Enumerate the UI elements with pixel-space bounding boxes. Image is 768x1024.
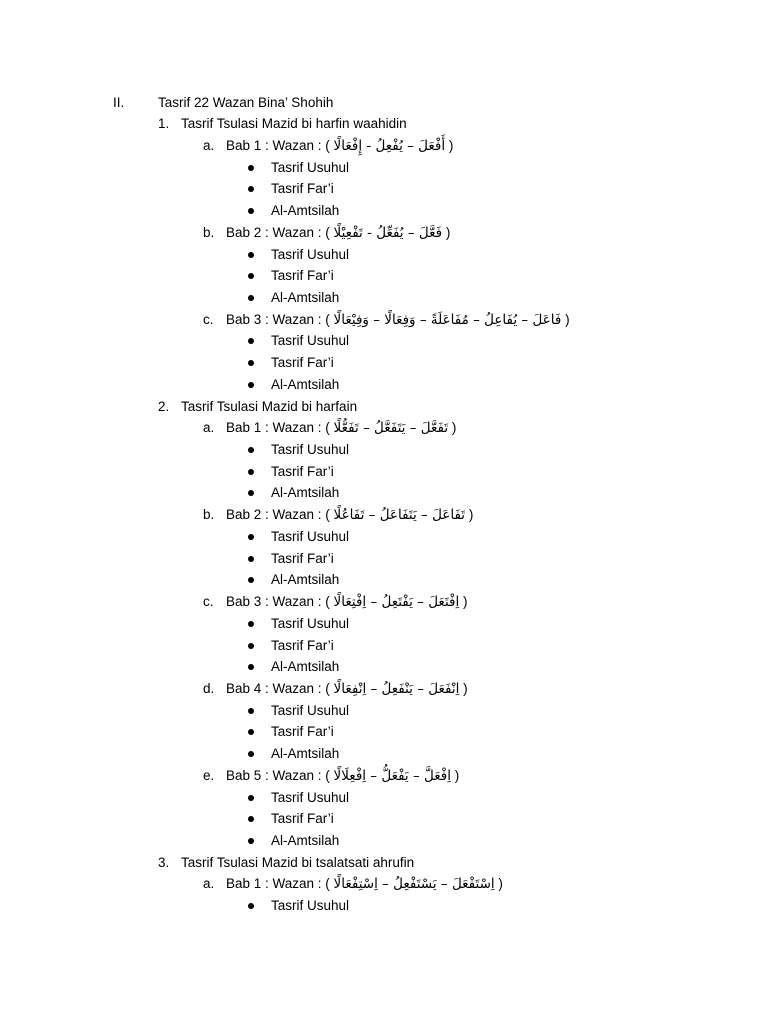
bab-prefix: Bab 2 : Wazan : ( bbox=[226, 507, 334, 523]
bullet-text: Tasrif Far’i bbox=[271, 550, 334, 566]
bullet-dot-icon bbox=[248, 816, 254, 822]
bullet-dot-icon bbox=[248, 165, 254, 171]
bab-wazan bbox=[226, 591, 467, 614]
bullet-text: Al-Amtsilah bbox=[271, 485, 340, 501]
arabic-wazan: تَفَاعَلَ – يَتَفَاعَلُ – تَفَاعُلًا bbox=[333, 507, 466, 524]
bab-wazan bbox=[226, 504, 473, 527]
bullet-dot-icon bbox=[248, 382, 254, 388]
bullet-dot-icon bbox=[248, 186, 254, 192]
arabic-wazan: اِفْتَعَلَ – يَفْتَعِلُ – اِفْتِعَالًا bbox=[333, 594, 460, 611]
bab-suffix: ) bbox=[465, 507, 474, 523]
bullet-dot-icon bbox=[248, 252, 254, 258]
bullet-text: Tasrif Far’i bbox=[271, 355, 334, 371]
heading-title: Tasrif 22 Wazan Bina’ Shohih bbox=[158, 94, 334, 110]
bullet-dot-icon bbox=[248, 903, 254, 909]
arabic-wazan: اِنْفَعَلَ – يَنْفَعِلُ – اِنْفِعَالًا bbox=[333, 680, 460, 697]
arabic-wazan: اِفْعَلَّ – يَفْعَلُّ – اِفْعِلَالًا bbox=[333, 767, 451, 784]
bab-suffix: ) bbox=[561, 311, 570, 327]
bab-letter: c. bbox=[203, 594, 214, 610]
arabic-wazan: فَعَّلَ – يُفَعِّلُ - تَفْعِيْلًا bbox=[333, 224, 443, 241]
bab-letter: b. bbox=[203, 507, 215, 523]
bab-wazan bbox=[226, 765, 459, 788]
bullet-text: Tasrif Far’i bbox=[271, 268, 334, 284]
bab-suffix: ) bbox=[442, 224, 451, 240]
bab-prefix: Bab 1 : Wazan : ( bbox=[226, 420, 334, 436]
bullet-text: Al-Amtsilah bbox=[271, 289, 340, 305]
bab-suffix: ) bbox=[459, 594, 468, 610]
bullet-dot-icon bbox=[248, 273, 254, 279]
bullet-dot-icon bbox=[248, 643, 254, 649]
bab-prefix: Bab 1 : Wazan : ( bbox=[226, 876, 334, 892]
item-number: 3. bbox=[158, 854, 170, 870]
bab-letter: a. bbox=[203, 420, 215, 436]
bab-letter: e. bbox=[203, 767, 215, 783]
bab-wazan bbox=[226, 873, 503, 896]
bullet-dot-icon bbox=[248, 838, 254, 844]
bullet-text: Al-Amtsilah bbox=[271, 746, 340, 762]
bullet-text: Tasrif Usuhul bbox=[271, 333, 350, 349]
bullet-dot-icon bbox=[248, 490, 254, 496]
bab-letter: a. bbox=[203, 876, 215, 892]
bullet-text: Tasrif Usuhul bbox=[271, 615, 350, 631]
bab-wazan bbox=[226, 309, 570, 332]
bab-letter: b. bbox=[203, 224, 215, 240]
bab-prefix: Bab 4 : Wazan : ( bbox=[226, 680, 334, 696]
item-number: 1. bbox=[158, 116, 170, 132]
bullet-text: Tasrif Usuhul bbox=[271, 789, 350, 805]
bab-wazan bbox=[226, 678, 468, 701]
bab-suffix: ) bbox=[445, 137, 454, 153]
bullet-text: Tasrif Far’i bbox=[271, 724, 334, 740]
roman-numeral: II. bbox=[113, 94, 125, 110]
bab-suffix: ) bbox=[459, 680, 468, 696]
bab-prefix: Bab 2 : Wazan : ( bbox=[226, 224, 334, 240]
bullet-text: Al-Amtsilah bbox=[271, 832, 340, 848]
bab-wazan bbox=[226, 135, 453, 158]
item-title: Tasrif Tsulasi Mazid bi harfain bbox=[181, 398, 358, 414]
bullet-dot-icon bbox=[248, 729, 254, 735]
bullet-text: Tasrif Usuhul bbox=[271, 442, 350, 458]
bullet-dot-icon bbox=[248, 795, 254, 801]
bab-letter: d. bbox=[203, 680, 215, 696]
arabic-wazan: تَفَعَّلَ – يَتَفَعَّلُ – تَفَعُّلًا bbox=[333, 420, 449, 437]
item-number: 2. bbox=[158, 398, 170, 414]
bullet-dot-icon bbox=[248, 577, 254, 583]
bullet-dot-icon bbox=[248, 556, 254, 562]
bullet-dot-icon bbox=[248, 621, 254, 627]
bab-suffix: ) bbox=[494, 876, 503, 892]
bab-wazan bbox=[226, 417, 456, 440]
bullet-dot-icon bbox=[248, 708, 254, 714]
bullet-dot-icon bbox=[248, 664, 254, 670]
bullet-text: Al-Amtsilah bbox=[271, 203, 340, 219]
bab-suffix: ) bbox=[450, 767, 460, 783]
bullet-text: Tasrif Usuhul bbox=[271, 702, 350, 718]
bullet-dot-icon bbox=[248, 751, 254, 757]
bullet-text: Tasrif Far’i bbox=[271, 637, 334, 653]
item-title: Tasrif Tsulasi Mazid bi harfin waahidin bbox=[181, 116, 407, 132]
bullet-text: Tasrif Usuhul bbox=[271, 528, 350, 544]
arabic-wazan: اِسْتَفْعَلَ – يَسْتَفْعِلُ – اِسْتِفْعَالًا bbox=[333, 876, 495, 893]
bab-letter: c. bbox=[203, 311, 214, 327]
arabic-wazan: أَفْعَلَ – يُفْعِلُ - إِفْعَالًا bbox=[333, 137, 446, 154]
bab-prefix: Bab 1 : Wazan : ( bbox=[226, 137, 334, 153]
bullet-text: Tasrif Far’i bbox=[271, 463, 334, 479]
bab-prefix: Bab 5 : Wazan : ( bbox=[226, 767, 334, 783]
bab-letter: a. bbox=[203, 137, 215, 153]
item-title: Tasrif Tsulasi Mazid bi tsalatsati ahrufin bbox=[181, 854, 415, 870]
bullet-text: Tasrif Usuhul bbox=[271, 898, 350, 914]
bullet-dot-icon bbox=[248, 534, 254, 540]
bullet-dot-icon bbox=[248, 295, 254, 301]
bab-suffix: ) bbox=[448, 420, 457, 436]
bullet-dot-icon bbox=[248, 208, 254, 214]
bab-prefix: Bab 3 : Wazan : ( bbox=[226, 594, 334, 610]
bullet-text: Tasrif Usuhul bbox=[271, 246, 350, 262]
bullet-dot-icon bbox=[248, 360, 254, 366]
bullet-text: Tasrif Usuhul bbox=[271, 159, 350, 175]
bullet-dot-icon bbox=[248, 338, 254, 344]
bullet-text: Tasrif Far’i bbox=[271, 181, 334, 197]
bullet-text: Tasrif Far’i bbox=[271, 811, 334, 827]
bullet-dot-icon bbox=[248, 447, 254, 453]
bullet-text: Al-Amtsilah bbox=[271, 376, 340, 392]
bullet-dot-icon bbox=[248, 469, 254, 475]
bab-prefix: Bab 3 : Wazan : ( bbox=[226, 311, 334, 327]
arabic-wazan: فَاعَلَ – يُفَاعِلُ – مُفَاعَلَةً – وَفِعَالًا – وَفِيْعَالًا bbox=[333, 311, 562, 328]
bullet-text: Al-Amtsilah bbox=[271, 659, 340, 675]
bab-wazan bbox=[226, 222, 450, 245]
bullet-text: Al-Amtsilah bbox=[271, 572, 340, 588]
